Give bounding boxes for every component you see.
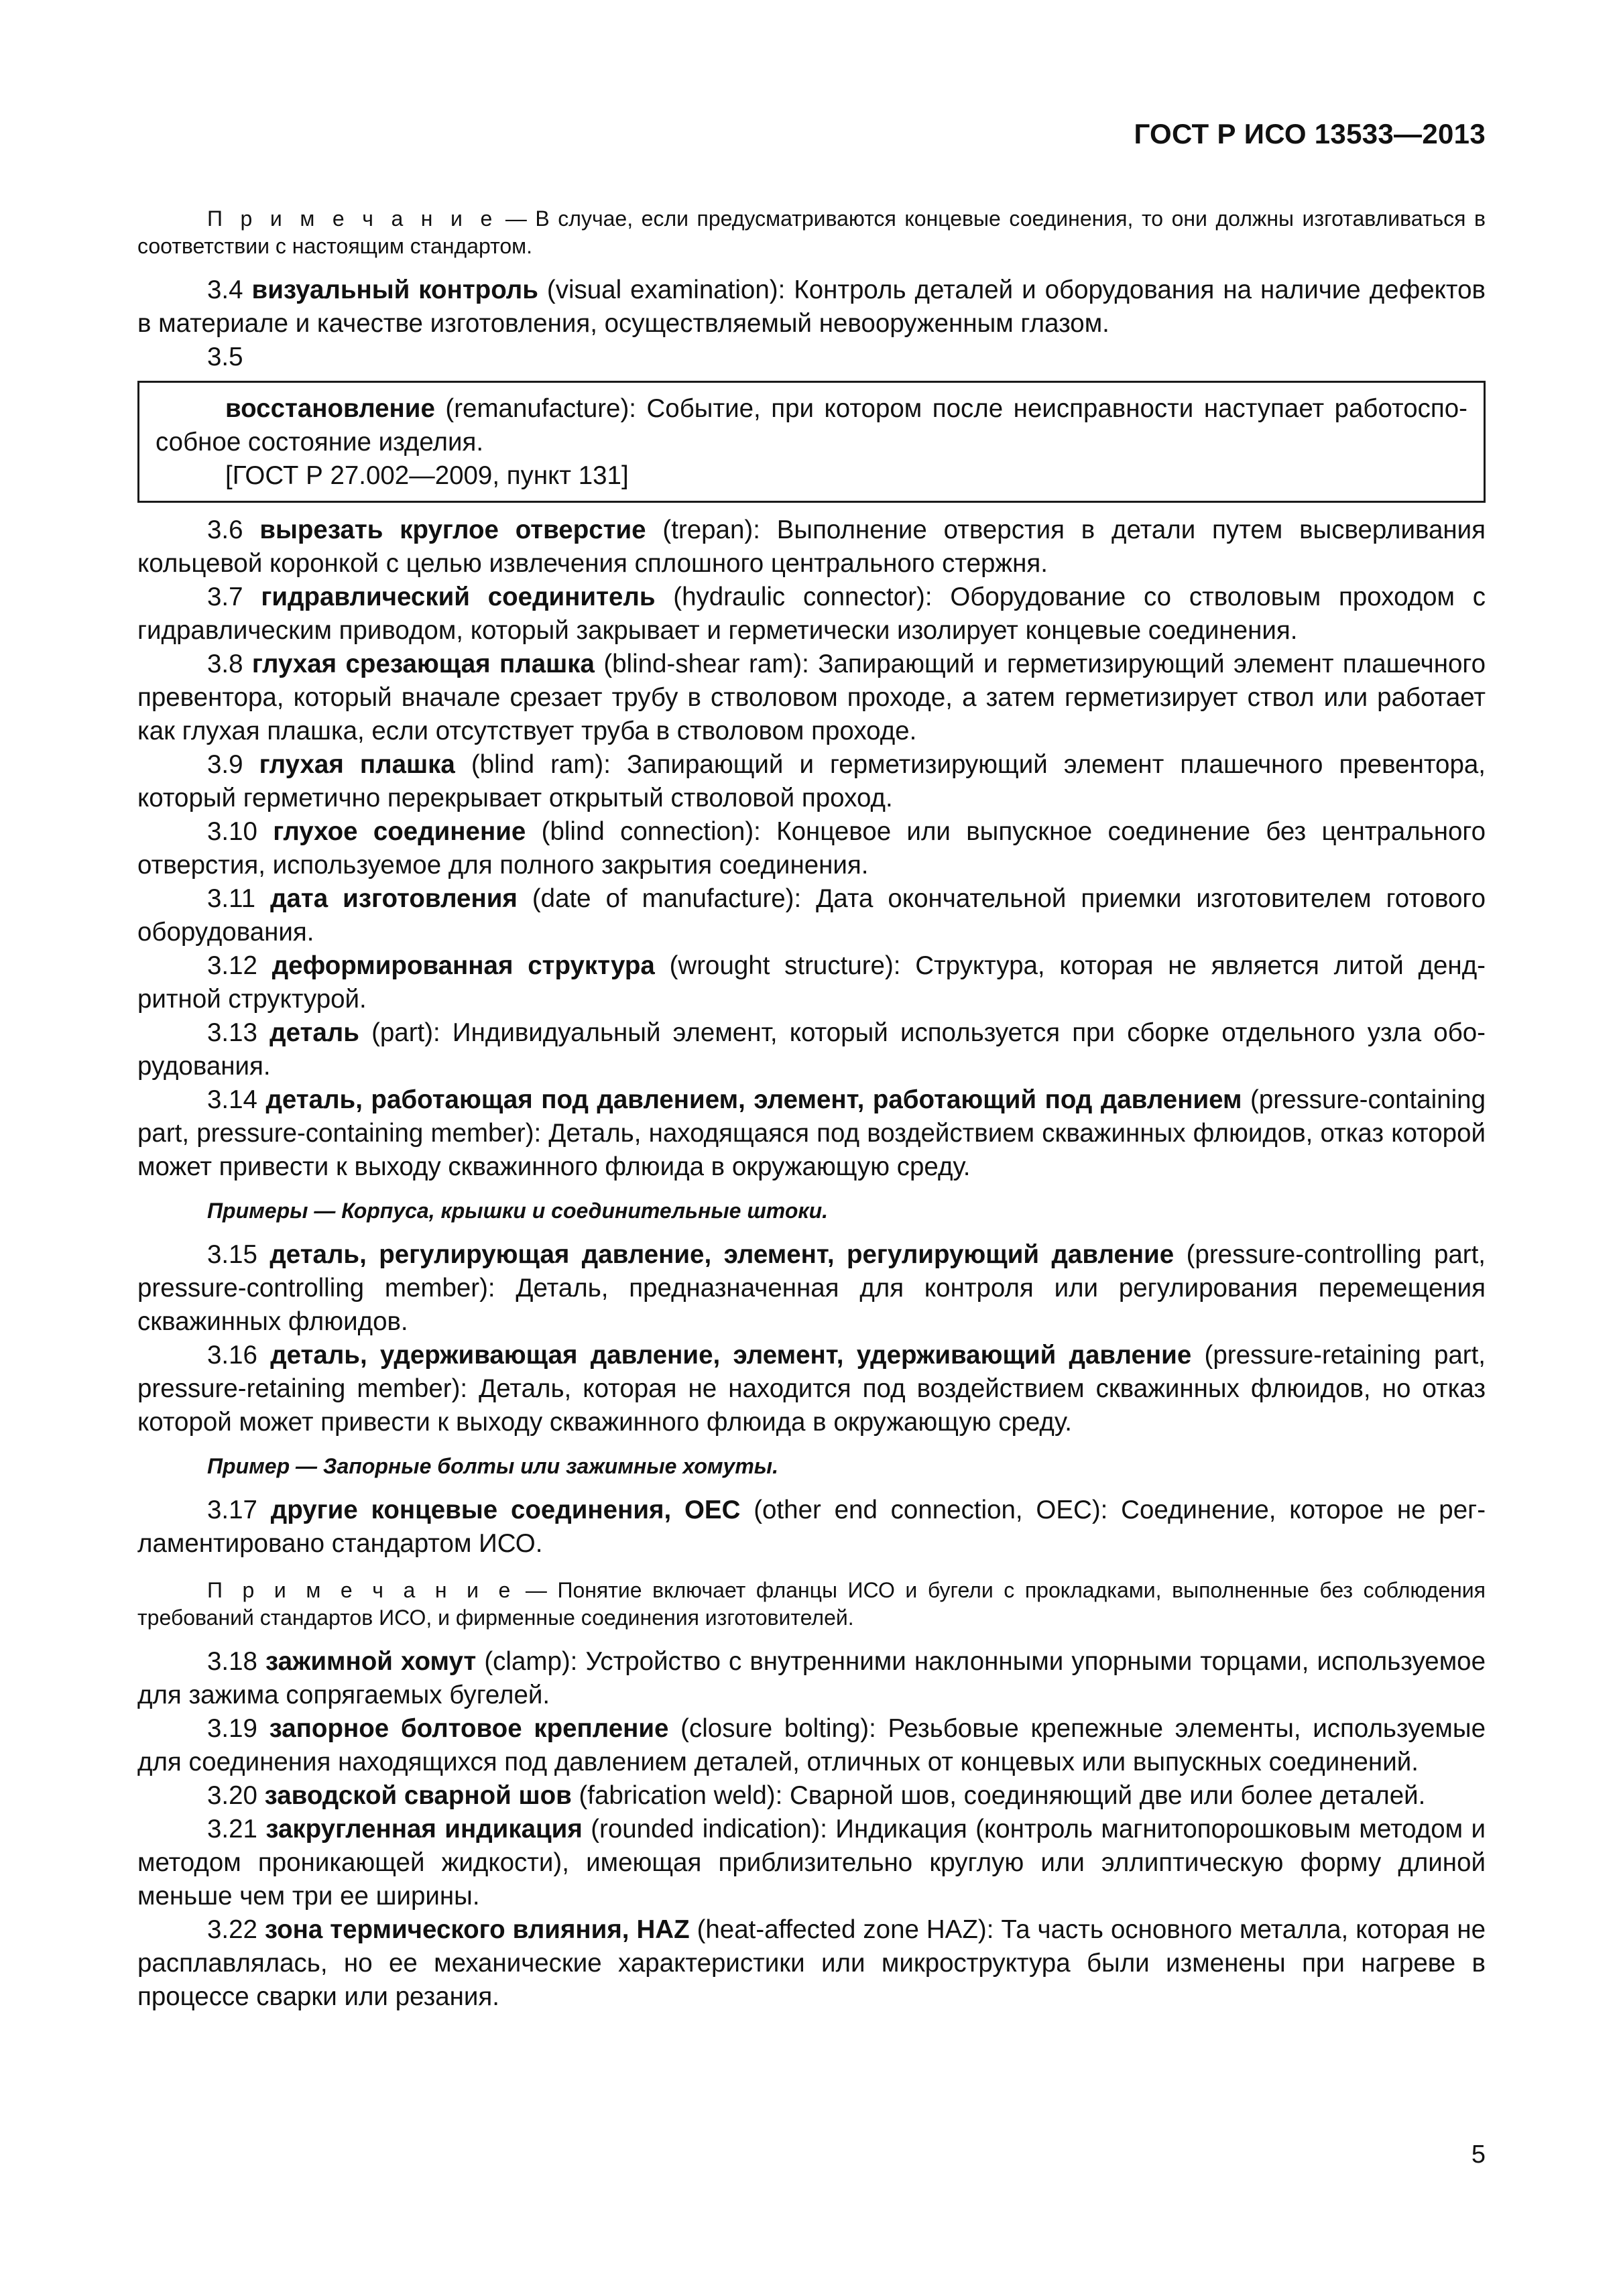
definition-term: зажимной хомут bbox=[265, 1647, 477, 1676]
note-paragraph bbox=[137, 1577, 1486, 1632]
definition-term: деталь, удерживающая давление, элемент, удерживающий давление bbox=[270, 1341, 1192, 1370]
definition-text: (hydraulic connector): Оборудование со стволовым проходом с гидравлическим приводом, который закрывает и герметически изолирует концевые соединения. bbox=[137, 583, 1486, 645]
definition-number: 3.12 bbox=[207, 951, 272, 980]
definition-3-17 bbox=[137, 1494, 1486, 1561]
note-text: — Понятие включает фланцы ИСО и бугели с прокладками, выполненные без соблюдения требований стандартов ИСО, и фирменные соединения изготовителей. bbox=[137, 1578, 1486, 1630]
definition-number: 3.11 bbox=[207, 884, 271, 913]
note-text: — В случае, если предусматриваются концевые соединения, то они должны изготавливаться в соответствии с настоящим стандартом. bbox=[137, 206, 1486, 258]
definition-number: 3.14 bbox=[207, 1085, 266, 1114]
definition-3-15 bbox=[137, 1238, 1486, 1339]
definition-3-18 bbox=[137, 1645, 1486, 1712]
definition-3-16 bbox=[137, 1339, 1486, 1439]
boxed-definition bbox=[137, 381, 1486, 503]
definition-text: (blind ram): Запирающий и герметизирующий элемент плашечного превентора, который герметично перекрывает открытый стволовой проход. bbox=[137, 750, 1486, 812]
definition-number: 3.15 bbox=[207, 1240, 270, 1269]
example-paragraph: Пример — Запорные болты или зажимные хомуты. bbox=[207, 1454, 779, 1478]
definition-term: вырезать круглое отверстие bbox=[259, 516, 646, 544]
definition-text: (pressure-containing part, pressure-containing member): Деталь, находящаяся под воздействием скважинных флюидов, отказ которой может привести к выходу скважинного флюида в окружающую среду. bbox=[137, 1085, 1486, 1181]
definition-term: деформированная структура bbox=[272, 951, 655, 980]
definition-term: гидравлический соединитель bbox=[261, 583, 656, 611]
definition-text: (blind connection): Концевое или выпускное соединение без центрального отверстия, используемое для полного закрытия соединения. bbox=[137, 817, 1486, 880]
definition-3-8 bbox=[137, 648, 1486, 748]
definition-3-22 bbox=[137, 1913, 1486, 2014]
document-body bbox=[137, 201, 1486, 2014]
definition-text: (clamp): Устройство с внутренними наклонными упорными торцами, используемое для зажима сопрягаемых бугелей. bbox=[137, 1647, 1486, 1709]
definition-number: 3.10 bbox=[207, 817, 274, 846]
example-paragraph: Примеры — Корпуса, крышки и соединительные штоки. bbox=[207, 1199, 829, 1223]
definition-3-6 bbox=[137, 513, 1486, 581]
definition-term: деталь, регулирующая давление, элемент, регулирующий давление bbox=[269, 1240, 1175, 1269]
definition-term: зона термического влияния, HAZ bbox=[264, 1915, 690, 1944]
definition-text: (other end connection, OEC): Соединение, которое не регламентировано стандартом ИСО. bbox=[137, 1496, 1486, 1558]
definition-text: (trepan): Выполнение отверстия в детали путем высверливания кольцевой коронкой с целью извлечения сплошного центрального стержня. bbox=[137, 516, 1486, 578]
source-reference: [ГОСТ Р 27.002—2009, пункт 131] bbox=[225, 461, 629, 490]
definition-text: (rounded indication): Индикация (контроль магнитопорошковым методом и методом проникающей жидкости), имеющая приблизительно круглую или эллиптическую форму длиной меньше чем три ее ширины. bbox=[137, 1815, 1486, 1911]
definition-3-4 bbox=[137, 274, 1486, 341]
definition-term: деталь, работающая под давлением, элемент, работающий под давлением bbox=[265, 1085, 1242, 1114]
definition-term: дата изготовления bbox=[270, 884, 518, 913]
definition-number: 3.6 bbox=[207, 516, 260, 544]
definition-term: закругленная индикация bbox=[265, 1815, 583, 1844]
boxed-definition-text bbox=[156, 392, 1467, 459]
definition-text: (wrought structure): Структура, которая не является литой дендритной структурой. bbox=[137, 951, 1486, 1014]
definition-term: другие концевые соединения, OEC bbox=[270, 1496, 741, 1524]
definition-3-21 bbox=[137, 1813, 1486, 1913]
definition-text: (pressure-controlling part, pressure-controlling member): Деталь, предназначенная для контроля или регулирования перемещения скважинных флюидов. bbox=[137, 1240, 1486, 1336]
definition-number: 3.20 bbox=[207, 1781, 265, 1810]
definition-3-12 bbox=[137, 949, 1486, 1016]
page-number: 5 bbox=[1471, 2140, 1486, 2169]
definition-text: (date of manufacture): Дата окончательной приемки изготовителем готового оборудования. bbox=[137, 884, 1486, 947]
definition-number: 3.19 bbox=[207, 1714, 269, 1743]
definition-term: глухое соединение bbox=[273, 817, 526, 846]
definition-number: 3.7 bbox=[207, 583, 261, 611]
definition-number: 3.21 bbox=[207, 1815, 266, 1844]
definition-term: глухая срезающая плашка bbox=[251, 650, 595, 678]
definition-term: запорное болтовое крепление bbox=[269, 1714, 669, 1743]
definition-text: (fabrication weld): Сварной шов, соединяющий две или более деталей. bbox=[571, 1781, 1426, 1810]
document-id-header: ГОСТ Р ИСО 13533—2013 bbox=[1134, 118, 1486, 149]
definition-text: (visual examination): Контроль деталей и оборудования на наличие дефектов в материале и качестве изготовления, осуществляемый невооруженным глазом. bbox=[137, 276, 1486, 338]
definition-term: глухая плашка bbox=[259, 750, 455, 779]
definition-text: (closure bolting): Резьбовые крепежные элементы, используемые для соединения находящихся под давлением деталей, отличных от концевых или выпускных соединений. bbox=[137, 1714, 1486, 1776]
definition-number: 3.13 bbox=[207, 1018, 270, 1047]
definition-number: 3.9 bbox=[207, 750, 259, 779]
definition-number: 3.17 bbox=[207, 1496, 271, 1524]
definition-3-9 bbox=[137, 748, 1486, 815]
definition-3-7 bbox=[137, 581, 1486, 648]
definition-3-5-number bbox=[137, 341, 1486, 374]
definition-3-13 bbox=[137, 1016, 1486, 1083]
definition-number: 3.5 bbox=[207, 343, 243, 371]
definition-text: (pressure-retaining part, pressure-retaining member): Деталь, которая не находится под воздействием скважинных флюидов, но отказ которой может привести к выходу скважинного флюида в окружающую среду. bbox=[137, 1341, 1486, 1437]
definition-number: 3.8 bbox=[207, 650, 252, 678]
definition-number: 3.16 bbox=[207, 1341, 271, 1370]
definition-3-20 bbox=[137, 1779, 1486, 1813]
definition-3-11 bbox=[137, 882, 1486, 949]
definition-3-14 bbox=[137, 1083, 1486, 1184]
definition-text: (blind-shear ram): Запирающий и герметизирующий элемент плашечного превентора, который вначале срезает трубу в стволовом проходе, а затем герметизирует ствол или работает как глухая плашка, если отсутствует труба в стволовом проходе. bbox=[137, 650, 1486, 745]
note-label: П р и м е ч а н и е bbox=[207, 206, 497, 231]
note-label: П р и м е ч а н и е bbox=[207, 1578, 516, 1602]
definition-text: (part): Индивидуальный элемент, который используется при сборке отдельного узла оборудования. bbox=[137, 1018, 1486, 1081]
definition-3-10 bbox=[137, 815, 1486, 882]
definition-number: 3.22 bbox=[207, 1915, 265, 1944]
definition-term: восстановление bbox=[225, 394, 435, 423]
definition-number: 3.4 bbox=[207, 276, 252, 304]
note-paragraph bbox=[137, 205, 1486, 260]
definition-text: (heat-affected zone HAZ): Та часть основного металла, которая не расплавлялась, но ее механические характеристики или микроструктура были изменены при нагреве в процессе сварки или резания. bbox=[137, 1915, 1486, 2011]
definition-text: (remanufacture): Событие, при котором после неисправности наступает работоспособное состояние изделия. bbox=[156, 394, 1467, 457]
definition-term: визуальный контроль bbox=[251, 276, 538, 304]
definition-number: 3.18 bbox=[207, 1647, 266, 1676]
definition-term: заводской сварной шов bbox=[264, 1781, 572, 1810]
definition-3-19 bbox=[137, 1712, 1486, 1779]
definition-term: деталь bbox=[269, 1018, 359, 1047]
